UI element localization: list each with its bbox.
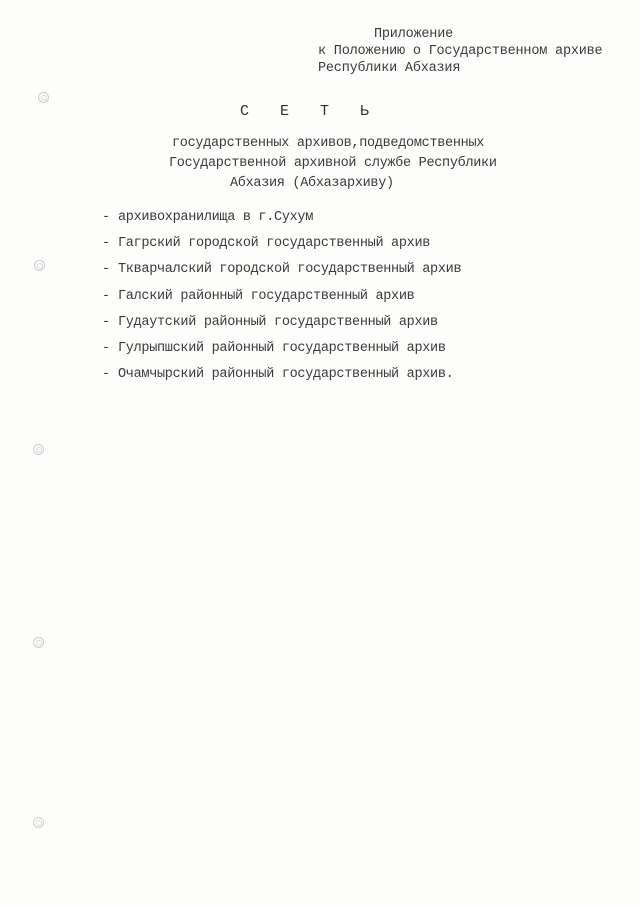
subtitle-line-2: Государственной архивной службе Республики xyxy=(169,156,497,171)
list-item xyxy=(102,262,461,288)
document-title: С Е Т Ь xyxy=(240,103,381,120)
list-item-text: архивохранилища в г.Сухум xyxy=(118,210,314,225)
list-dash: - xyxy=(102,288,110,304)
list-item xyxy=(102,236,461,262)
annex-line-2: к Положению о Государственном архиве xyxy=(318,44,603,59)
list-item-text: Гагрский городской государственный архив xyxy=(118,236,431,252)
list-item-text: Гудаутский районный государственный архив xyxy=(118,314,438,330)
list-item-text: Очамчырский районный государственный архив. xyxy=(118,367,454,383)
archive-list xyxy=(102,210,461,393)
list-dash: - xyxy=(102,210,110,225)
list-dash: - xyxy=(102,367,110,383)
list-dash: - xyxy=(102,340,110,356)
annex-line-1: Приложение xyxy=(374,27,454,42)
binder-hole-mark xyxy=(33,444,44,455)
list-item xyxy=(102,315,461,341)
subtitle-line-3: Абхазия (Абхазархиву) xyxy=(230,176,394,191)
list-item-text: Галский районный государственный архив xyxy=(118,288,415,304)
list-item xyxy=(102,210,461,236)
list-item xyxy=(102,341,461,367)
list-item-text: Гулрыпшский районный государственный архив xyxy=(118,340,446,356)
binder-hole-mark xyxy=(34,260,45,271)
subtitle-line-1: государственных архивов,подведомственных xyxy=(172,136,485,151)
list-item xyxy=(102,367,461,393)
list-dash: - xyxy=(102,314,110,330)
list-dash: - xyxy=(102,236,110,252)
list-item-text: Ткварчалский городской государственный архив xyxy=(118,262,462,278)
document-subtitle xyxy=(160,134,540,194)
binder-hole-mark xyxy=(33,817,44,828)
list-item xyxy=(102,289,461,315)
annex-line-3: Республики Абхазия xyxy=(318,61,461,76)
binder-hole-mark xyxy=(33,637,44,648)
list-dash: - xyxy=(102,262,110,278)
annex-header xyxy=(318,26,618,77)
binder-hole-mark xyxy=(38,92,49,103)
